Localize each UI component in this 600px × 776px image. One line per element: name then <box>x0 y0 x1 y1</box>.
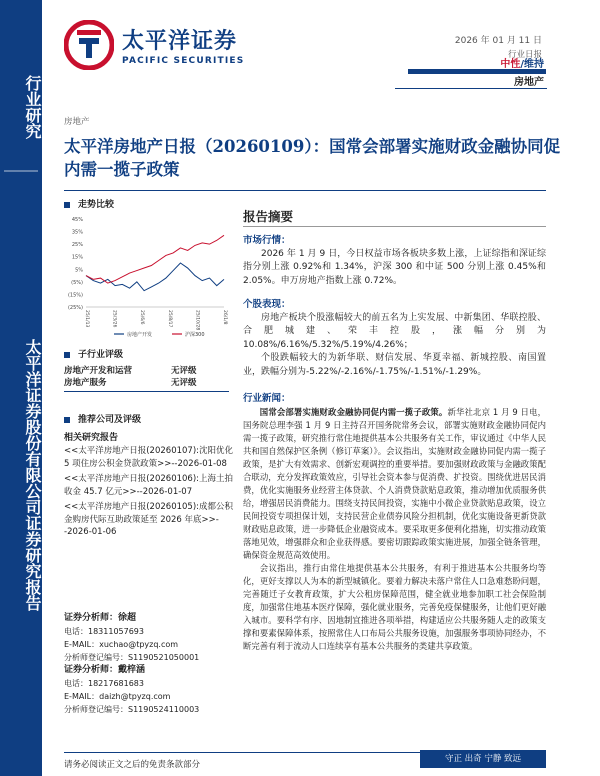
market-text: 2026 年 1 月 9 日，今日权益市场各板块多数上涨，上证综指和深证综指分别上涨 0.92%和 1.34%，沪深 300 和中证 500 分别上涨 0.45%和 2.05%。申万房地产指数上涨 0.72%。 <box>243 248 546 286</box>
related-item[interactable]: <<太平洋房地产日报(20260107):沈阳优化 5 项住房公积金贷款政策>>--2026-01-08 <box>64 446 234 469</box>
ratings-table <box>64 365 229 392</box>
analyst-list <box>64 612 234 716</box>
related-item[interactable]: <<太平洋房地产日报(20260106):上海土拍收金 45.7 亿元>>--2026-01-07 <box>64 474 234 497</box>
report-type: 行业日报 <box>507 50 542 60</box>
stock-text-gainers: 房地产板块个股涨幅较大的前五名为上实发展、中新集团、华联控股、合肥城建、荣丰控股，涨幅分别为 10.08%/6.16%/5.32%/5.19%/4.26%； <box>243 312 546 350</box>
related-heading: 相关研究报告 <box>64 433 119 443</box>
logo-text-cn: 太平洋证券 <box>122 29 238 54</box>
legend-label: 沪深300 <box>185 332 205 338</box>
page-title: 太平洋房地产日报（20260109）：国常会部署实施财政金融协同促内需一揽子政策 <box>64 137 561 179</box>
y-tick-label: (25%) <box>67 305 83 311</box>
market-section <box>243 234 546 288</box>
sector-rule <box>395 88 547 89</box>
sidebar-company-label: 太平洋证券股份有限公司证券研究报告 <box>23 339 42 611</box>
x-tick-label: 25/8/17 <box>166 310 172 328</box>
rating-value: 无评级 <box>171 378 197 388</box>
sidebar-category-label: 行业研究 <box>23 75 42 139</box>
x-tick-label: 25/10/28 <box>194 310 200 331</box>
industry-rating <box>500 55 544 70</box>
rating-prefix: 中性 <box>500 59 521 70</box>
stock-section <box>243 298 546 379</box>
news-paragraph-1 <box>243 406 546 562</box>
rating-name: 房地产服务 <box>64 378 107 388</box>
legend-label: 房地产开发 <box>127 332 153 338</box>
rating-row <box>64 377 229 389</box>
x-tick-label: 25/1/13 <box>84 310 89 328</box>
analyst-name: 证券分析师：戴梓涵 <box>64 665 146 675</box>
sidebar <box>0 0 42 776</box>
summary-rule <box>243 226 546 227</box>
analyst-email[interactable]: E-MAIL：daizh@tpyzq.com <box>64 692 171 701</box>
rating-suffix: /维持 <box>520 59 544 70</box>
related-item[interactable]: <<太平洋房地产日报(20260105):成都公积金购房代际互助政策延至 2026 年底>>--2026-01-06 <box>64 502 234 537</box>
y-tick-label: 5% <box>75 267 83 274</box>
stock-heading: 个股表现： <box>243 299 291 310</box>
rating-name: 房地产开发和运营 <box>64 366 133 376</box>
title-rule <box>64 190 546 191</box>
summary-heading: 报告摘要 <box>243 209 294 224</box>
news-heading: 行业新闻： <box>243 393 291 404</box>
analyst-id: 分析师登记编号：S1190524110003 <box>64 705 200 714</box>
rating-row <box>64 365 229 377</box>
y-tick-label: 35% <box>71 229 83 236</box>
news-lead: 国常会部署实施财政金融协同促内需一揽子政策。 <box>259 406 448 417</box>
series-line <box>86 235 224 283</box>
analyst-id: 分析师登记编号：S1190521050001 <box>64 653 200 662</box>
y-tick-label: 25% <box>71 242 83 249</box>
x-tick-label: 26/1/8 <box>222 310 227 325</box>
y-tick-label: 45% <box>71 217 83 223</box>
news-section <box>243 392 546 653</box>
company-motto: 守正 出奇 宁静 致远 <box>420 750 546 768</box>
stock-text-losers: 个股跌幅较大的为新华联、财信发展、华夏幸福、新城控股、南国置业，跌幅分别为-5.22%/-2.16%/-1.75%/-1.51%/-1.29%。 <box>243 353 546 377</box>
analyst-phone: 电话：18311057693 <box>64 627 144 636</box>
news-paragraph-2: 会议指出，推行由常住地提供基本公共服务，有利于推进基本公共服务均等化，更好支撑以人为本的新型城镇化。要着力解决未落户常住人口急难愁盼问题，完善随迁子女教育政策，扩大公租房保障范围，健全就业地参加职工社会保险制度，加强常住地基本医疗保障，强化就业服务，完善免疫保健服务，让他们更好融入城市。要科学有序、因地制宜推进各项举措，构建适应公共服务随人走的政策支撑和要素保障体系，按照常住人口布局公共服务设施，加强服务事项协同经办，不断完善有利于流动人口连续享有基本公共服务的类建共享政策。 <box>243 562 546 651</box>
logo-text-en: PACIFIC SECURITIES <box>122 56 245 66</box>
related-list <box>64 445 234 542</box>
trend-heading: 走势比较 <box>64 197 114 210</box>
series-line <box>86 263 224 291</box>
sidebar-divider <box>4 170 38 172</box>
market-heading: 市场行情： <box>243 235 291 246</box>
analyst-name: 证券分析师：徐超 <box>64 613 137 623</box>
y-tick-label: (5%) <box>71 279 83 286</box>
report-date: 2026 年 01 月 11 日 <box>454 36 542 46</box>
analyst-email[interactable]: E-MAIL：xuchao@tpyzq.com <box>64 640 179 649</box>
x-tick-label: 25/3/26 <box>111 310 117 328</box>
stocks-heading: 推荐公司及评级 <box>64 412 141 425</box>
company-logo <box>64 18 264 78</box>
breadcrumb: 房地产 <box>64 117 90 127</box>
y-tick-label: 15% <box>71 254 83 261</box>
disclaimer-note: 请务必阅读正文之后的免责条款部分 <box>64 760 201 770</box>
news-body-1: 新华社北京 1 月 9 日电，国务院总理李强 1 月 9 日主持召开国务院常务会议，部署实施财政金融协同促内需一揽子政策，研究推行常住地提供基本公共服务有关工作，审议通过《中华人民共和国自然保护区条例（修订草案）》。会议指出，实施财政金融协同促内需一揽子政策，是扩大有效需求、创新宏观调控的重要举措。要加强财政政策与金融政策配合联动，充分发挥政策效应，引导社会资本参与促消费、扩投资。围绕优进居民消费，优化实施服务业经营主体贷款、个人消费贷款贴息政策，推动增加优质服务供给，增强居民消费能力。围绕支持民间投资，实施中小微企业贷款贴息政策，设立民间投资专项担保计划，支持民营企业债券风险分担机制，优化实施设备更新贷款财政贴息政策，进一步降低企业融资成本。要采取更多便利化措施，切实推动政策落地见效，增强群众和企业获得感。要密切跟踪政策实施进展，加强全链条管理，确保资金规范高效使用。 <box>243 406 546 560</box>
sector-label: 房地产 <box>514 77 544 88</box>
trend-chart <box>64 215 229 340</box>
logo-mark-icon <box>64 20 114 70</box>
ratings-heading: 子行业评级 <box>64 347 123 360</box>
analyst-phone: 电话：18217681683 <box>64 679 144 688</box>
ratings-rule <box>64 391 229 392</box>
y-tick-label: (15%) <box>67 292 83 299</box>
trend-chart-svg <box>64 215 229 340</box>
rating-value: 无评级 <box>171 366 197 376</box>
x-tick-label: 25/6/6 <box>139 310 145 325</box>
